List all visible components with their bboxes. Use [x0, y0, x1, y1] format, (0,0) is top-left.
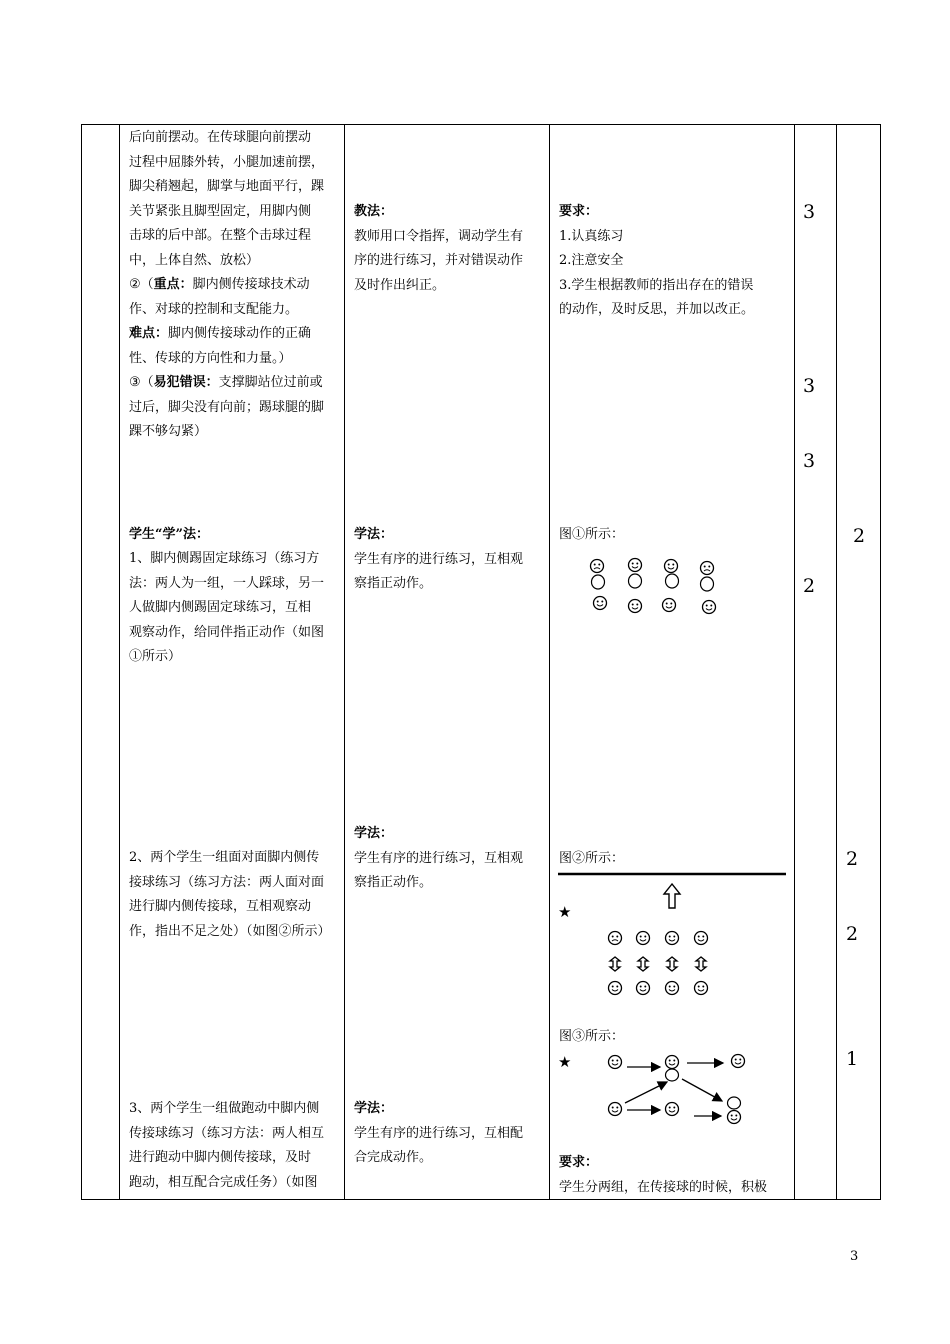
teaching-method — [354, 200, 544, 298]
column-5-number: 1 — [846, 1048, 859, 1070]
fig1-student-bottom — [629, 600, 642, 613]
text-line: 关节紧张且脚型固定，用脚内侧 — [129, 203, 312, 219]
page-number: 3 — [850, 1249, 859, 1264]
column-5-number: 2 — [853, 525, 866, 547]
fig3-student — [666, 1103, 679, 1116]
requirements-2 — [559, 1151, 791, 1200]
text-line: 及时作出纠正。 — [354, 277, 446, 293]
learning-method-label: 学法： — [354, 1101, 394, 1116]
learning-method-3 — [354, 1097, 544, 1171]
text-line: 的动作，及时反思，并加以改正。 — [559, 302, 755, 317]
key-point-line: ②（重点：脚内侧传接球技术动 — [129, 277, 310, 292]
table-col-border-4 — [794, 124, 795, 1200]
text-line: 学生分两组，在传接球的时候，积极 — [559, 1179, 768, 1195]
fig1-student-top — [665, 560, 678, 573]
text-line: 学生有序的进行练习，互相观 — [354, 850, 524, 866]
exercise-1 — [129, 547, 341, 670]
text-line: 学生有序的进行练习，互相观 — [354, 551, 524, 567]
text-line: 中，上体自然、放松） — [129, 252, 260, 268]
fig1-student-bottom — [663, 599, 676, 612]
fig1-student-bottom — [703, 601, 716, 614]
technique-description — [129, 126, 341, 445]
learning-method-1 — [354, 523, 544, 597]
text-line: 察指正动作。 — [354, 875, 433, 890]
fig3-pass-arrows — [625, 1063, 723, 1116]
fig2-double-arrow-row — [610, 957, 706, 971]
text-line: 人做脚内侧踢固定球练习，互相 — [129, 600, 312, 615]
text-line: 跑动，相互配合完成任务）（如图 — [129, 1174, 318, 1190]
learning-method-2 — [354, 822, 544, 896]
text-line: 教师用口令指挥，调动学生有 — [354, 228, 524, 244]
text-line: 2、两个学生一组面对面脚内侧传 — [129, 850, 320, 865]
text-line: 接球练习（练习方法：两人面对面 — [129, 874, 325, 890]
fig2-student-row-bottom — [609, 982, 708, 995]
table-top-border — [81, 124, 881, 125]
student-method-title: 学生“学”法： — [129, 527, 209, 542]
text-line: 观察动作，给同伴指正动作（如图 — [129, 624, 325, 640]
fig1-ball — [629, 574, 642, 588]
key-point-label: 重点： — [153, 277, 193, 292]
fig3-student — [609, 1056, 622, 1069]
exercise-2 — [129, 846, 341, 944]
table-col-border-2 — [344, 124, 345, 1200]
fig2-up-arrow-icon — [664, 884, 680, 908]
column-4-number: 3 — [803, 450, 816, 472]
figure-3-caption: 图③所示： — [559, 1029, 625, 1044]
fig2-student-row-top — [609, 932, 708, 945]
table-col-border-6 — [880, 124, 881, 1200]
fig1-ball — [592, 575, 605, 589]
text-line: 进行脚内侧传接球，互相观察动 — [129, 899, 312, 914]
column-5-number: 2 — [846, 848, 859, 870]
text-line: 1、脚内侧踢固定球练习（练习方 — [129, 551, 320, 566]
text-line: 3.学生根据教师的指出存在的错误 — [559, 277, 754, 293]
fig1-ball — [701, 577, 714, 591]
fig3-student — [728, 1111, 741, 1124]
column-4-number: 3 — [803, 375, 816, 397]
text-line: 脚尖稍翘起，脚掌与地面平行，踝 — [129, 179, 325, 194]
figure-2-caption: 图②所示： — [559, 851, 625, 866]
difficulty-label: 难点： — [129, 326, 169, 341]
text-line: 击球的后中部。在整个击球过程 — [129, 228, 312, 243]
requirements — [559, 200, 791, 323]
text-line: 进行跑动中脚内侧传接球，及时 — [129, 1150, 312, 1165]
fig1-ball — [666, 574, 679, 588]
table-col-border-5 — [836, 124, 837, 1200]
teaching-method-label: 教法： — [354, 204, 394, 219]
text-line: 合完成动作。 — [354, 1150, 433, 1165]
column-4-number: 3 — [803, 201, 816, 223]
text-line: 作、对球的控制和支配能力。 — [129, 301, 299, 317]
learning-method-label: 学法： — [354, 527, 394, 542]
text-line: 1.认真练习 — [559, 228, 624, 244]
text-line: 过程中屈膝外转，小腿加速前摆， — [129, 154, 325, 170]
text-line: 2.注意安全 — [559, 253, 624, 268]
table-col-border-1 — [119, 124, 120, 1200]
text-line: 踝不够勾紧） — [129, 424, 208, 439]
fig3-ball — [666, 1069, 679, 1081]
fig2-star-icon: ★ — [558, 903, 572, 921]
fig1-student-bottom — [594, 597, 607, 610]
requirements-label: 要求： — [559, 1155, 599, 1170]
fig3-star-icon: ★ — [558, 1053, 572, 1071]
fig3-student — [666, 1056, 679, 1069]
common-error-line: ③（易犯错误：支撑脚站位过前或 — [129, 375, 323, 390]
figure-1-caption: 图①所示： — [559, 527, 625, 542]
text-line: 序的进行练习，并对错误动作 — [354, 253, 524, 268]
table-col-border-0 — [81, 124, 82, 1200]
column-5-number: 2 — [846, 923, 859, 945]
fig1-student-top — [701, 562, 714, 575]
common-error-label: 易犯错误： — [153, 375, 219, 390]
difficulty-line: 难点：脚内侧传接球动作的正确 — [129, 326, 312, 341]
fig3-student — [609, 1103, 622, 1116]
text-line: 后向前摆动。在传球腿向前摆动 — [129, 130, 312, 145]
text-line: 作，指出不足之处）（如图②所示） — [129, 923, 331, 939]
text-line: 过后，脚尖没有向前；踢球腿的脚 — [129, 399, 325, 415]
fig1-student-top — [629, 559, 642, 572]
text-line: 法：两人为一组，一人踩球，另一 — [129, 575, 325, 591]
requirements-label: 要求： — [559, 204, 599, 219]
text-line: 察指正动作。 — [354, 576, 433, 591]
fig3-ball — [728, 1097, 741, 1109]
column-4-number: 2 — [803, 575, 816, 597]
fig1-student-top — [591, 560, 604, 573]
learning-method-label: 学法： — [354, 826, 394, 841]
text-line: 学生有序的进行练习，互相配 — [354, 1125, 524, 1141]
text-line: 传接球练习（练习方法：两人相互 — [129, 1125, 325, 1141]
exercise-3 — [129, 1097, 341, 1195]
text-line: 性、传球的方向性和力量。） — [129, 350, 292, 366]
text-line: 3、两个学生一组做跑动中脚内侧 — [129, 1101, 320, 1116]
table-col-border-3 — [549, 124, 550, 1200]
fig3-student — [732, 1055, 745, 1068]
text-line: ①所示） — [129, 649, 182, 664]
